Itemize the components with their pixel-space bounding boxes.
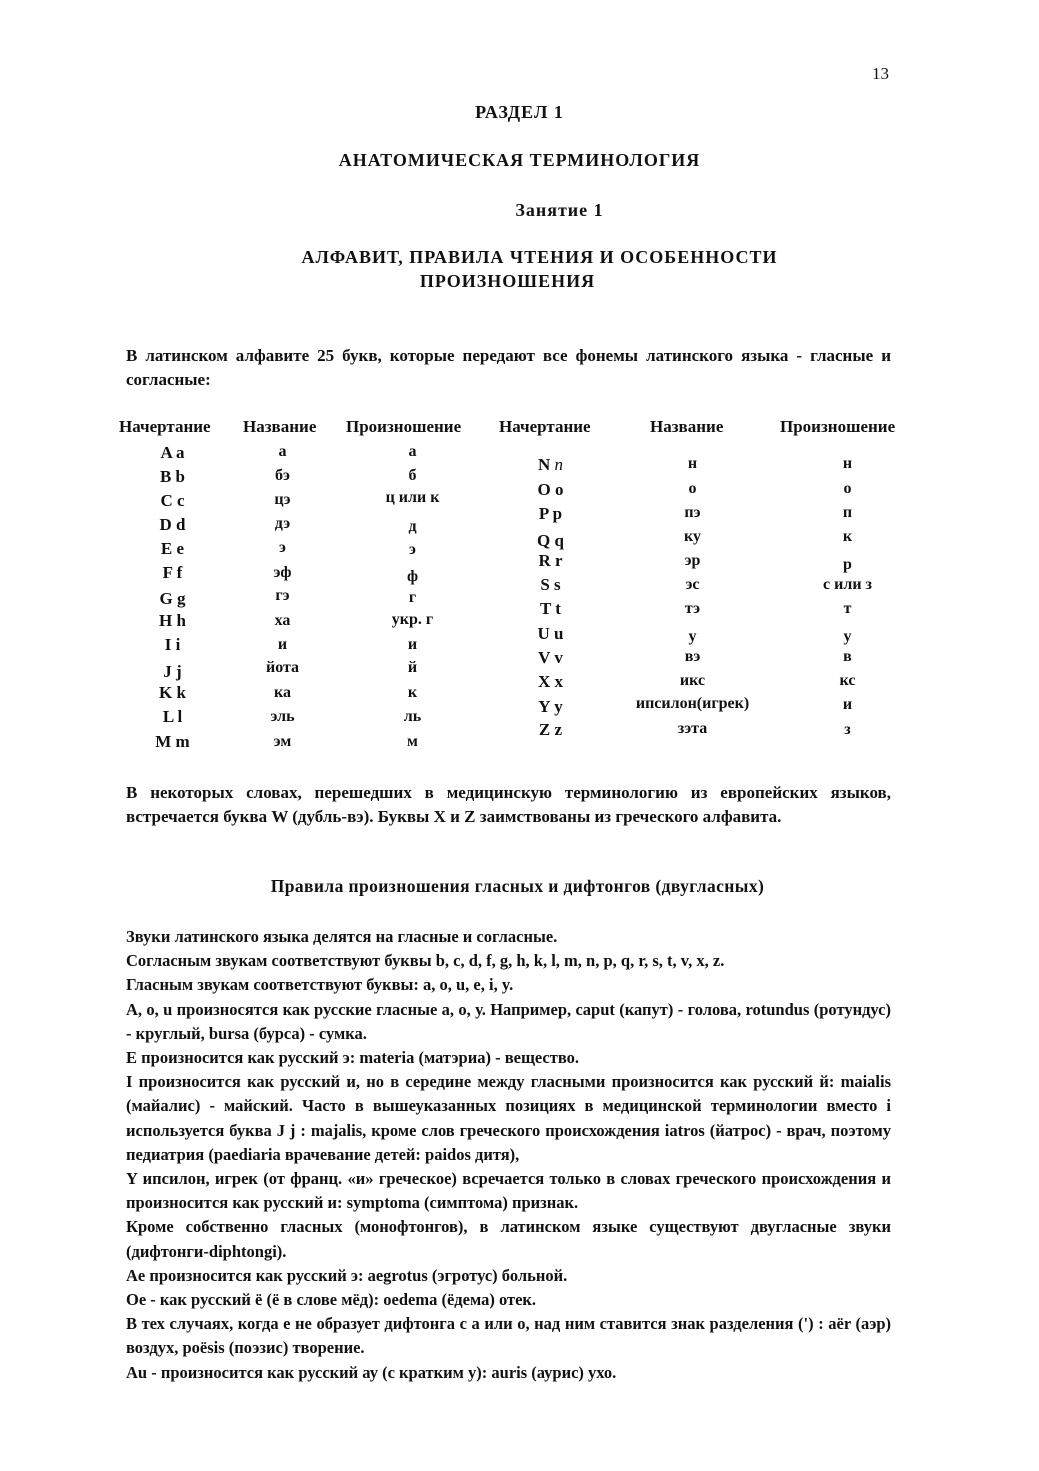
table-row-name: гэ [275, 587, 290, 604]
table-row-pron: б [408, 467, 417, 484]
table-row: V v [538, 648, 563, 667]
table-row-pron: з [844, 721, 851, 738]
col-header-pron-right: Произношение [780, 417, 896, 436]
table-row: E e [160, 539, 185, 558]
table-row-name: зэта [677, 720, 708, 737]
table-row-pron: э [409, 541, 416, 558]
table-row-pron: укр. г [391, 611, 434, 628]
table-row-name: бэ [275, 467, 290, 484]
page-number: 13 [872, 64, 889, 83]
lesson-heading: Занятие 1 [515, 200, 604, 220]
table-row-pron: у [843, 628, 852, 645]
rule-paragraph: I произносится как русский и, но в середине между гласными произносится как русский й: maialis (майалис) - майский. Часто в вышеуказанных позициях в медицинской терминологии вместо i используется буква J j : majalis, кроме слов греческого происхождения iatros (йатрос) - врач, поэтому педиатрия (paediaria врачевание детей: paidos дитя), [126, 1072, 891, 1164]
table-row-pron: ль [403, 708, 422, 725]
table-row-name: э [279, 539, 286, 556]
table-row [518, 455, 583, 475]
table-row: S s [540, 575, 561, 594]
col-header-script-right: Начертание [499, 417, 591, 436]
section-title: АНАТОМИЧЕСКАЯ ТЕРМИНОЛОГИЯ [338, 150, 701, 170]
table-row: K k [159, 683, 186, 702]
table-row: P p [538, 504, 563, 523]
letter-lower: n [554, 455, 564, 474]
table-row-name: пэ [684, 504, 701, 521]
table-row-pron: й [407, 659, 418, 676]
table-row-name: эль [270, 708, 295, 725]
rule-paragraph: Au - произносится как русский ау (с кратким у): auris (аурис) ухо. [126, 1362, 617, 1382]
table-row-name: ку [684, 528, 701, 545]
table-row-name: эф [273, 564, 292, 581]
rule-paragraph: Y ипсилон, игрек (от франц. «и» греческое) всречается только в словах греческого происхождения и произносится как русский и: symptoma (симптома) признак. [126, 1169, 891, 1213]
table-row-name: вэ [684, 648, 701, 665]
rule-paragraph: Oe - как русский ё (ё в слове мёд): oedema (ёдема) отек. [126, 1290, 537, 1310]
table-row-name: а [278, 443, 287, 460]
intro-paragraph: В латинском алфавите 25 букв, которые передают все фонемы латинского языка - гласные и согласные: [126, 346, 891, 389]
table-row-pron: р [843, 556, 852, 573]
rule-paragraph: Ae произносится как русский э: aegrotus (эгротус) больной. [126, 1265, 568, 1285]
table-row-name: эм [273, 733, 292, 750]
table-row-name: ипсилон(игрек) [635, 695, 750, 712]
table-row-pron: и [842, 696, 853, 713]
table-row: R r [538, 551, 563, 570]
table-row-name: эр [684, 552, 701, 569]
rule-paragraph: E произносится как русский э: materia (матэриа) - вещество. [126, 1048, 580, 1068]
table-row-name: у [688, 628, 697, 645]
table-row-name: икс [679, 672, 706, 689]
section-heading: РАЗДЕЛ 1 [475, 102, 564, 122]
rule-paragraph: Кроме собственно гласных (монофтонгов), в латинском языке существуют двугласные звуки (дифтонги-diphtongi). [126, 1217, 891, 1261]
col-header-script-left: Начертание [119, 417, 211, 436]
table-row-name: ха [274, 612, 291, 629]
table-row: X x [537, 672, 564, 691]
table-row-name: н [687, 455, 698, 472]
table-row: G g [159, 589, 186, 608]
col-header-name-right: Название [650, 417, 724, 436]
table-row: M m [155, 732, 190, 751]
table-row: F f [162, 563, 183, 582]
rule-paragraph: Звуки латинского языка делятся на гласные и согласные. [126, 927, 558, 946]
table-row: U u [537, 624, 564, 643]
table-row-name: о [688, 480, 697, 497]
table-row: Z z [538, 720, 563, 739]
table-row-pron: к [407, 684, 418, 701]
table-row-pron: ц или к [385, 489, 440, 506]
table-row: Y y [538, 697, 563, 716]
rule-paragraph: Гласным звукам соответствуют буквы: a, o, u, e, i, y. [126, 975, 514, 995]
table-row-name: тэ [684, 600, 701, 617]
table-row-pron: ф [406, 568, 419, 585]
rules-heading: Правила произношения гласных и дифтонгов (двугласных) [270, 876, 765, 896]
rule-paragraph: В тех случаях, когда e не образует дифтонга с а или о, над ним ставится знак разделения (') : aёr (аэр) воздух, poёsis (поэзис) творение. [126, 1314, 891, 1358]
table-row-pron: д [408, 518, 417, 535]
table-row: L l [162, 707, 183, 726]
table-row-pron: о [843, 480, 852, 497]
lesson-title-line1: АЛФАВИТ, ПРАВИЛА ЧТЕНИЯ И ОСОБЕННОСТИ [301, 247, 778, 267]
table-row-name: йота [265, 659, 300, 676]
table-row-pron: п [842, 504, 853, 521]
table-row: J j [163, 662, 182, 681]
table-row-name: цэ [274, 491, 291, 508]
lesson-title-line2: ПРОИЗНОШЕНИЯ [419, 271, 596, 291]
table-row: B b [159, 467, 186, 486]
table-row-name: и [277, 636, 288, 653]
table-row-pron: т [843, 600, 852, 617]
table-row: T t [540, 599, 561, 618]
table-row-pron: н [842, 455, 853, 472]
table-row-pron: кс [839, 672, 856, 689]
col-header-name-left: Название [243, 417, 317, 436]
rules-body [126, 925, 891, 1385]
col-header-pron-left: Произношение [346, 417, 462, 436]
letter-upper: N [537, 455, 551, 474]
table-row-name: эс [685, 576, 700, 593]
table-row: I i [164, 635, 181, 654]
table-row-pron: в [843, 648, 852, 665]
table-row-name: ка [274, 684, 291, 701]
table-row-pron: с или з [823, 576, 872, 593]
note-paragraph: В некоторых словах, перешедших в медицинскую терминологию из европейских языков, встречается буква W (дубль-вэ). Буквы X и Z заимствованы из греческого алфавита. [126, 783, 891, 826]
table-row-pron: м [407, 733, 418, 750]
table-row-pron: г [408, 589, 417, 606]
rule-paragraph: Согласным звукам соответствуют буквы b, c, d, f, g, h, k, l, m, n, p, q, r, s, t, v, x, z. [126, 951, 725, 971]
rule-paragraph: A, o, u произносятся как русские гласные а, о, у. Например, caput (капут) - голова, rotundus (ротундус) - круглый, bursa (бурса) - сумка. [126, 999, 891, 1043]
table-row-pron: а [408, 443, 417, 460]
table-row-pron: и [407, 636, 418, 653]
table-row: A a [160, 443, 185, 462]
table-row-pron: к [842, 528, 853, 545]
table-row: C c [160, 491, 185, 510]
table-row: Q q [537, 531, 564, 550]
table-row: H h [159, 611, 186, 630]
table-row: O o [537, 480, 564, 499]
table-row-name: дэ [274, 515, 291, 532]
table-row: D d [159, 515, 186, 534]
